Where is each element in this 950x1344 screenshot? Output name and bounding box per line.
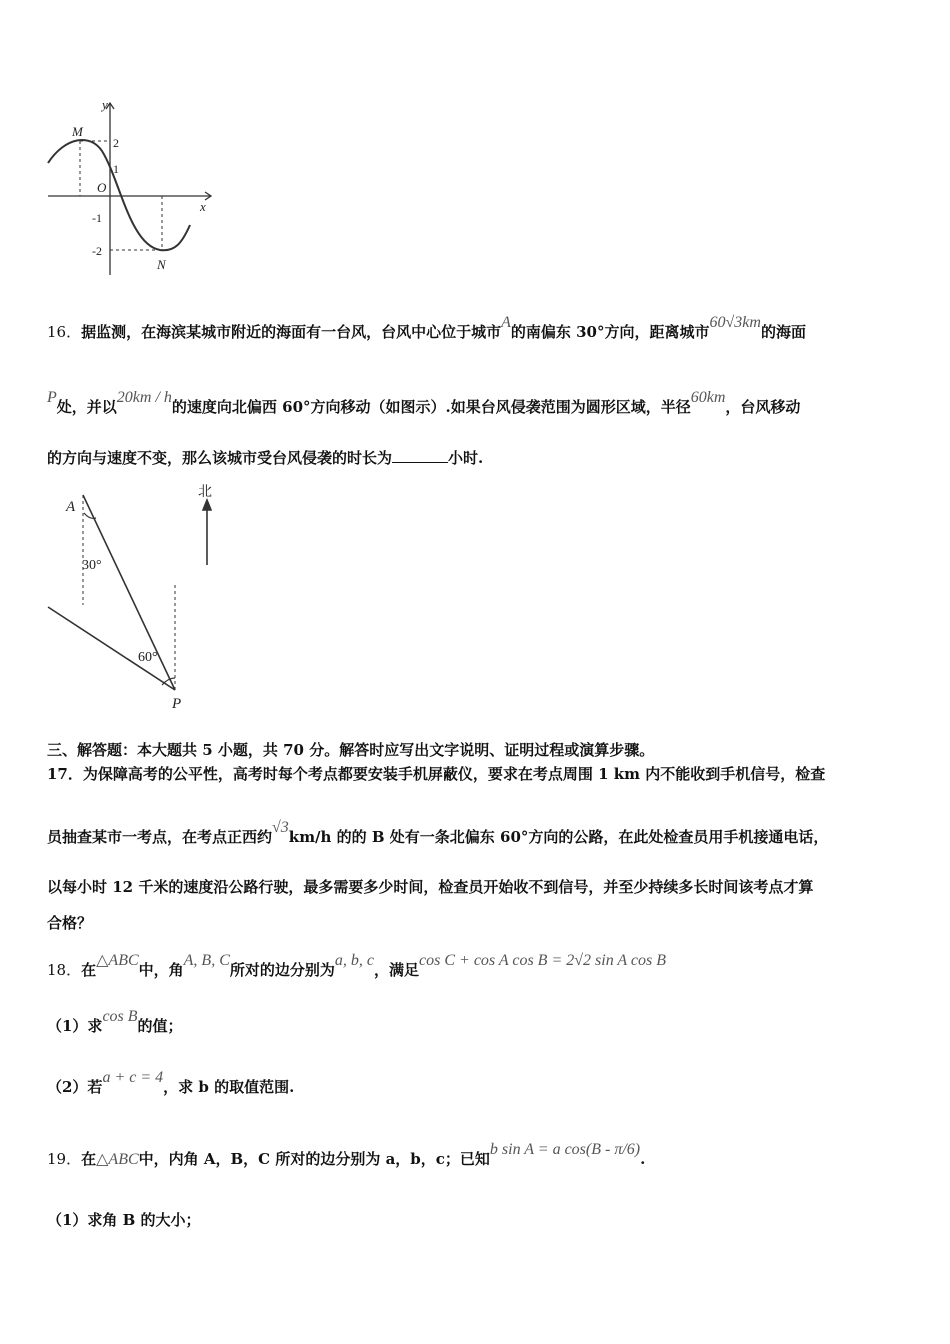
- typhoon-diagram: [40, 480, 240, 715]
- angle-60-label: 60°: [138, 650, 158, 665]
- q16-math-speed: 20km / h: [116, 389, 172, 406]
- origin-label: O: [97, 180, 107, 195]
- sine-graph: [40, 95, 220, 280]
- q16-text-7: 的方向与速度不变，那么该城市受台风侵袭的时长为: [47, 449, 393, 467]
- q16-line-2: [47, 389, 801, 418]
- q18-math-sides: a, b, c: [334, 952, 374, 969]
- q16-math-a: A: [501, 314, 511, 331]
- q16-line-1: [47, 314, 806, 343]
- q17-math-sqrt3: √3: [272, 819, 289, 836]
- q17-line-3: 以每小时 12 千米的速度沿公路行驶，最多需要多少时间，检查员开始收不到信号，并至少持续多长时间该考点才算: [47, 878, 814, 896]
- q17-text-2b: km/h 的的 B 处有一条北偏东 60°方向的公路，在此处检查员用手机接通电话，: [288, 828, 829, 846]
- q19-text-2: 中，内角 A，B，C 所对的边分别为 a，b，c；已知: [138, 1150, 490, 1168]
- angle-60-arc: [162, 678, 175, 685]
- q18-math-equation: cos C + cos A cos B = 2√2 sin A cos B: [419, 952, 666, 969]
- q18-part-2-label: （2）若: [47, 1078, 103, 1096]
- q19-part-1: （1）求角 B 的大小；: [47, 1211, 201, 1229]
- q19-math-triangle: △ABC: [96, 1151, 139, 1168]
- label-p: P: [172, 696, 182, 712]
- q18-math-angles: A, B, C: [183, 952, 230, 969]
- q16-text-1: 据监测，在海滨某城市附近的海面有一台风，台风中心位于城市: [81, 323, 502, 341]
- angle-30-label: 30°: [82, 558, 102, 573]
- north-label: 北: [198, 485, 212, 500]
- q18-part-1: [47, 1008, 183, 1037]
- q16-text-3: 的海面: [760, 323, 806, 341]
- q18-number: 18．: [47, 961, 82, 979]
- q16-text-5: 的速度向北偏西 60°方向移动（如图示）.如果台风侵袭范围为圆形区域，半径: [171, 398, 691, 416]
- q18-part-2-rest: ，求 b 的取值范围.: [163, 1078, 295, 1096]
- north-arrow-head: [203, 500, 211, 510]
- q17-line-1: 17．为保障高考的公平性，高考时每个考点都要安装手机屏蔽仪，要求在考点周围 1 km 内不能收到手机信号，检查: [47, 765, 826, 783]
- q19-text-1: 在: [81, 1150, 97, 1168]
- q19-number: 19．: [47, 1150, 82, 1168]
- q16-text-8: 小时.: [448, 449, 484, 467]
- q18-text-4: ，满足: [374, 961, 420, 979]
- q18-part-1-label: （1）求: [47, 1017, 103, 1035]
- point-m-label: M: [72, 124, 83, 139]
- section-3-heading: 三、解答题：本大题共 5 小题，共 70 分。解答时应写出文字说明、证明过程或演算步骤。: [47, 741, 655, 759]
- q17-text-2a: 员抽查某市一考点，在考点正西约: [47, 828, 273, 846]
- q18-math-triangle: △ABC: [96, 952, 139, 969]
- q18-part-1-rest: 的值；: [137, 1017, 183, 1035]
- q19-line-1: [47, 1141, 646, 1170]
- q18-part-2: [47, 1069, 295, 1098]
- q18-line-1: [47, 952, 666, 981]
- q18-text-3: 所对的边分别为: [229, 961, 335, 979]
- q16-text-2: 的南偏东 30°方向，距离城市: [510, 323, 710, 341]
- q16-line-3: [47, 448, 483, 468]
- q16-text-4: 处，并以: [56, 398, 117, 416]
- q16-number: 16．: [47, 323, 82, 341]
- tick-neg2: -2: [92, 244, 102, 258]
- sine-curve: [48, 140, 190, 250]
- tick-1: 1: [113, 162, 119, 176]
- q18-text-2: 中，角: [138, 961, 184, 979]
- q19-math-equation: b sin A = a cos(B - π/6): [489, 1141, 641, 1158]
- q18-part-1-math: cos B: [102, 1008, 138, 1025]
- y-axis-label: y: [102, 97, 108, 112]
- q18-text-1: 在: [81, 961, 97, 979]
- tick-neg1: -1: [92, 211, 102, 225]
- x-axis-label: x: [200, 199, 206, 214]
- q17-line-2: [47, 819, 829, 848]
- q18-part-2-math: a + c = 4: [102, 1069, 164, 1086]
- point-n-label: N: [157, 257, 166, 272]
- q16-math-p: P: [47, 389, 57, 406]
- q16-text-6: ，台风移动: [725, 398, 801, 416]
- q19-text-3: .: [640, 1150, 646, 1168]
- q16-math-distance: 60√3km: [709, 314, 761, 331]
- label-a: A: [66, 499, 76, 515]
- answer-blank: [392, 448, 448, 463]
- q16-math-radius: 60km: [690, 389, 726, 406]
- q17-line-4: 合格？: [47, 914, 93, 932]
- tick-2: 2: [113, 136, 119, 150]
